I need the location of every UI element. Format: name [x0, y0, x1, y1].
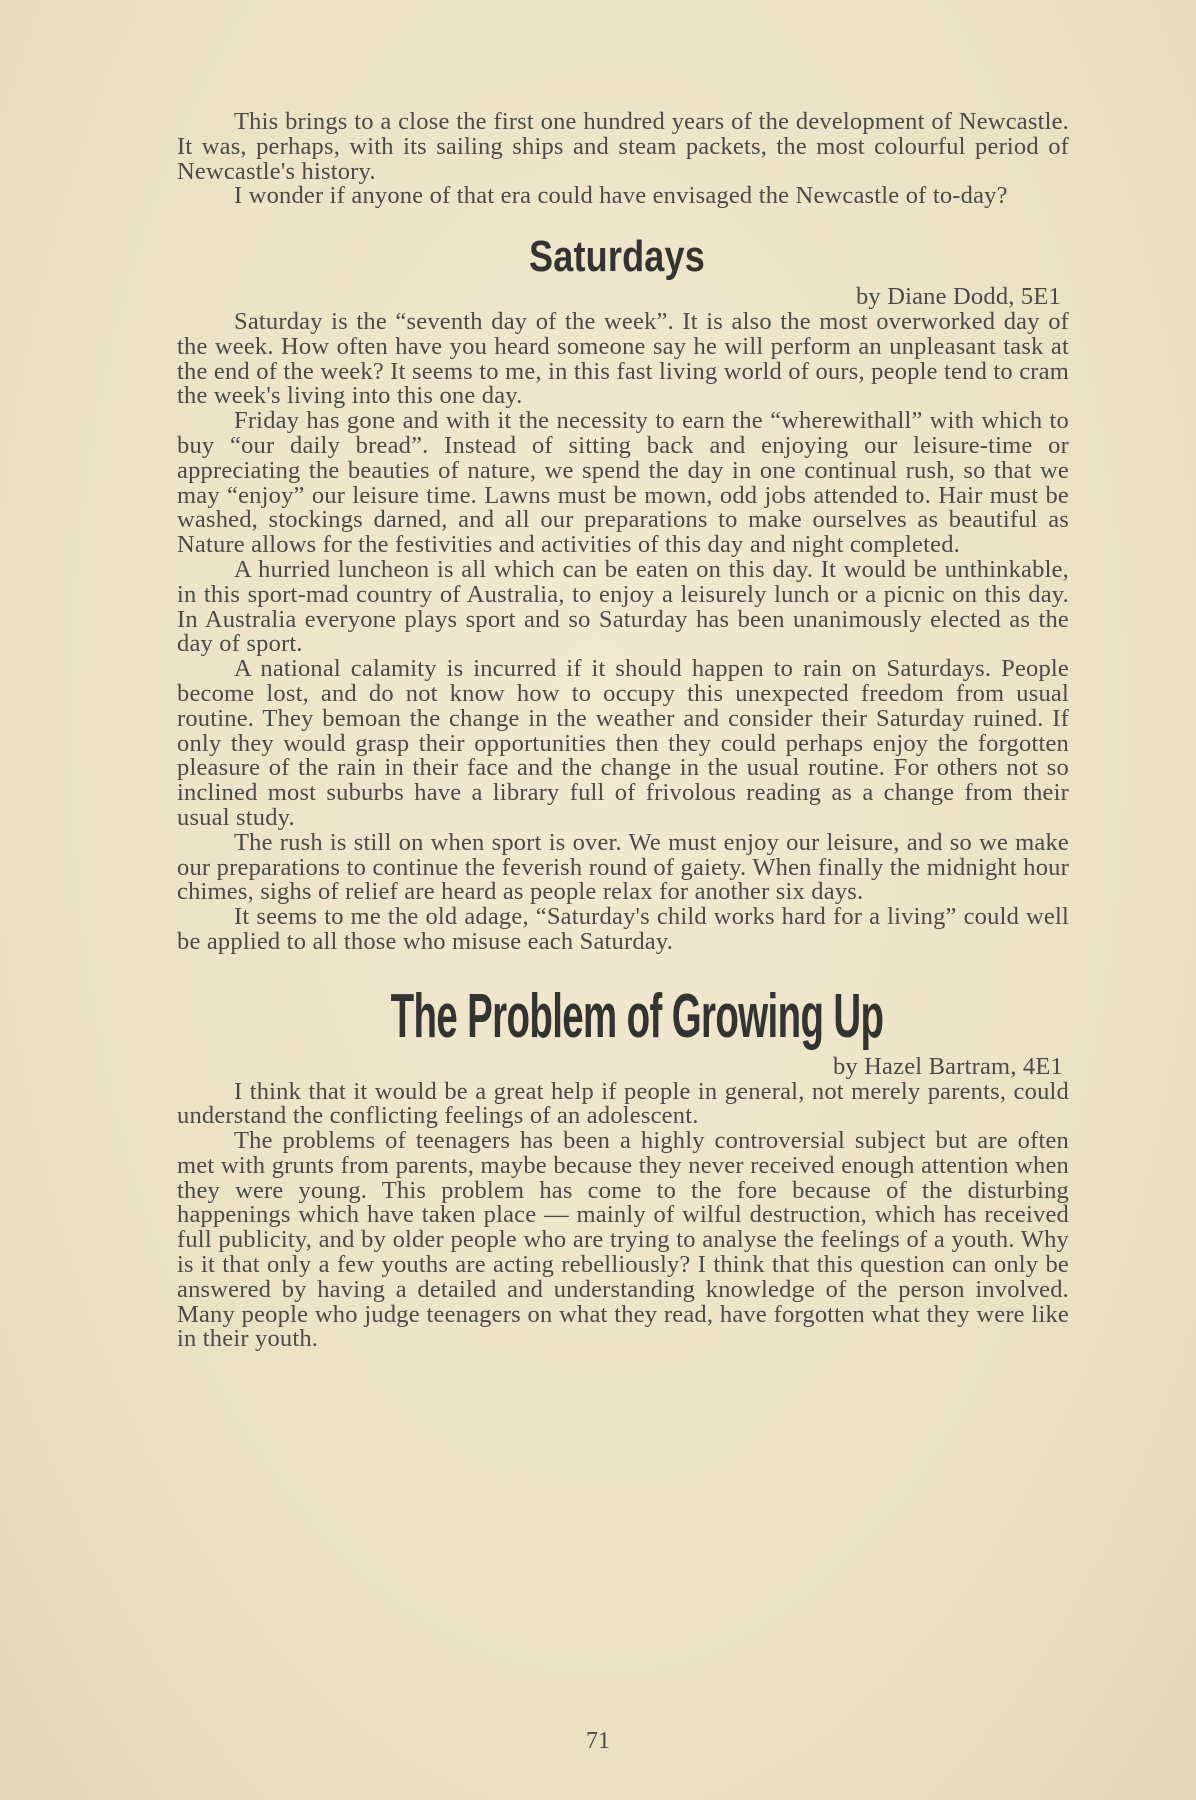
intro-paragraph-1: This brings to a close the first one hundred years of the development of Newcastle. It was, perhaps, with its sailing ships and steam packets, the most colourful period of Newcastle's history. [177, 108, 1069, 185]
saturdays-paragraph-5: The rush is still on when sport is over. We must enjoy our leisure, and so we make our preparations to continue the feverish round of gaiety. When finally the midnight hour chimes, sighs of relief are heard as people relax for another six days. [177, 828, 1069, 906]
growing-up-paragraph-2: The problems of teenagers has been a highly controversial subject but are often met with grunts from parents, maybe because they never received enough attention when they were young. This problem has come to the fore because of the disturbing happenings which have taken place — mainly of wilful destruction, which has received full publicity, and by older people who are trying to analyse the feelings of a youth. Why is it that only a few youths are acting rebelliously? I think that this question can only be answered by having a detailed and understanding knowledge of the person involved. Many people who judge teenagers on what they read, have forgotten what they were like in their youth. [177, 1127, 1069, 1353]
saturdays-paragraph-2: Friday has gone and with it the necessity to earn the “wherewithall” with which to buy “our daily bread”. Instead of sitting back and enjoying our leisure-time or appreciating the beauties of nature, we spend the day in one continual rush, so that we may “enjoy” our leisure time. Lawns must be mown, odd jobs attended to. Hair must be washed, stockings darned, and all our preparations to make ourselves as beautiful as Nature allows for the festivities and activities of this day and night completed. [177, 407, 1069, 559]
article-title-saturdays: Saturdays [529, 232, 705, 282]
text-column [177, 110, 1069, 1352]
saturdays-paragraph-6: It seems to me the old adage, “Saturday's child works hard for a living” could well be applied to all those who misuse each Saturday. [177, 903, 1069, 955]
article-byline-saturdays: by Diane Dodd, 5E1 [855, 283, 1061, 311]
article-title-growing-up: The Problem of Growing Up [390, 981, 884, 1051]
article-byline-growing-up: by Hazel Bartram, 4E1 [832, 1052, 1063, 1080]
saturdays-paragraph-1: Saturday is the “seventh day of the week”. It is also the most overworked day of the week. How often have you heard someone say he will perform an unpleasant task at the end of the week? It seems to me, in this fast living world of ours, people tend to cram the week's living into this one day. [177, 307, 1069, 410]
growing-up-paragraph-1: I think that it would be a great help if people in general, not merely parents, could understand the conflicting feelings of an adolescent. [177, 1077, 1069, 1130]
intro-paragraph-2: I wonder if anyone of that era could have envisaged the Newcastle of to-day? [234, 182, 1008, 210]
saturdays-paragraph-3: A hurried luncheon is all which can be eaten on this day. It would be unthinkable, in this sport-mad country of Australia, to enjoy a leisurely lunch or a picnic on this day. In Australia everyone plays sport and so Saturday has been unanimously elected as the day of sport. [177, 555, 1069, 658]
saturdays-paragraph-4: A national calamity is incurred if it should happen to rain on Saturdays. People become lost, and do not know how to occupy this unexpected freedom from usual routine. They bemoan the change in the weather and consider their Saturday ruined. If only they would grasp their opportunities then they could perhaps enjoy the forgotten pleasure of the rain in their face and the change in the usual routine. For others not so inclined most suburbs have a library full of frivolous reading as a change from their usual study. [177, 655, 1069, 831]
page-number: 71 [586, 1728, 610, 1754]
